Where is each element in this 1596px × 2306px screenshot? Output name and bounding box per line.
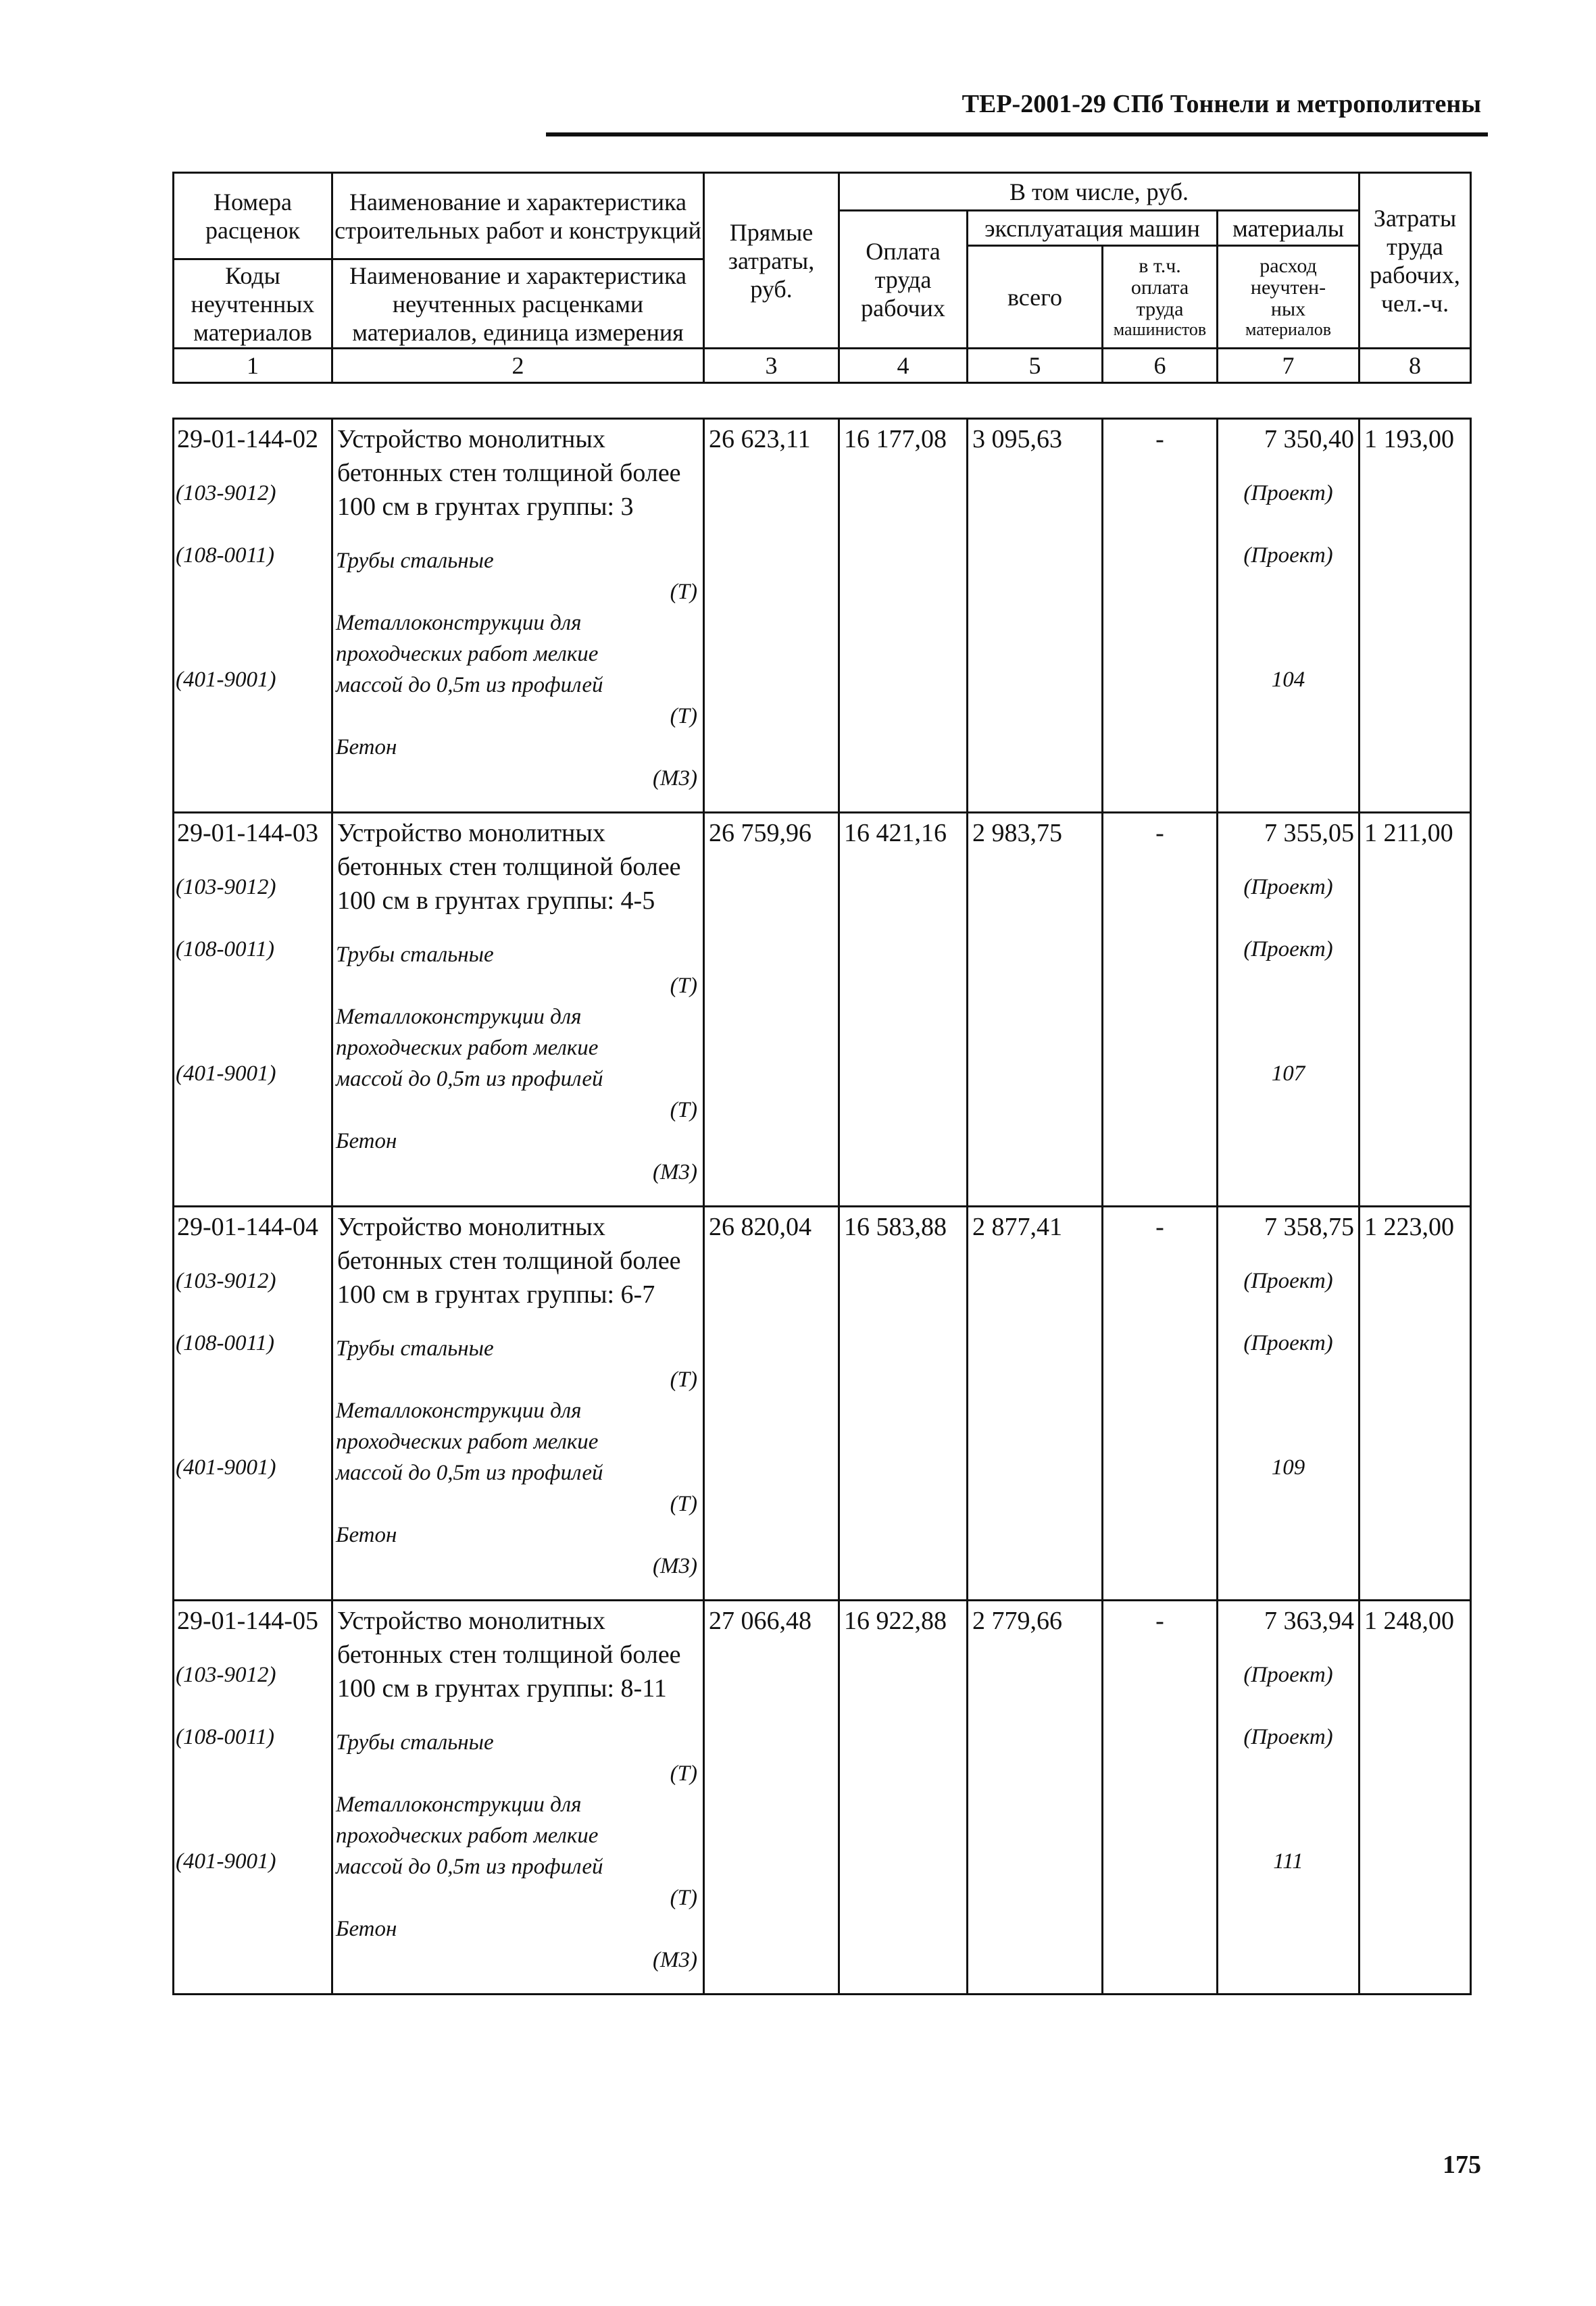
material-name: массой до 0,5т из профилей: [336, 1067, 603, 1091]
machinists-pay-cell: [1103, 1207, 1218, 1601]
material-name: Трубы стальные: [336, 549, 494, 573]
direct-costs: 26 759,96: [709, 819, 812, 847]
work-name-line: 100 см в грунтах группы: 8-11: [337, 1674, 667, 1703]
material-unit: (Т): [670, 1761, 697, 1786]
material-name: массой до 0,5т из профилей: [336, 1461, 603, 1485]
material-block: [333, 607, 703, 732]
work-name-line: бетонных стен толщиной более: [337, 1247, 681, 1275]
materials-cell: [1218, 813, 1360, 1207]
material-name: Трубы стальные: [336, 1730, 494, 1755]
machinists-pay: -: [1155, 425, 1164, 453]
labor-hours-cell: [1360, 813, 1471, 1207]
labor-pay: 16 922,88: [844, 1607, 947, 1635]
table-row: [174, 1601, 1471, 1995]
header-material-codes: [174, 259, 332, 349]
table-header: [172, 172, 1472, 384]
rate-code: 29-01-144-04: [177, 1213, 318, 1241]
material-code: (108-0011): [176, 1725, 275, 1749]
labor-pay-cell: [839, 419, 968, 813]
table-body: [172, 418, 1472, 1995]
material-quantity: (Проект): [1243, 875, 1333, 899]
column-number: 3: [704, 349, 839, 383]
machines-total-cell: [968, 1207, 1103, 1601]
machines-total-cell: [968, 813, 1103, 1207]
material-block: [333, 939, 703, 1001]
material-name: Металлоконструкции для: [336, 611, 582, 635]
material-quantity: 107: [1271, 1061, 1305, 1086]
header-text: неучтен-: [1250, 276, 1326, 299]
work-name-line: Устройство монолитных: [337, 819, 605, 847]
material-name: проходческих работ мелкие: [336, 1036, 599, 1060]
machines-total: 2 983,75: [972, 819, 1062, 847]
work-name-cell: [332, 813, 704, 1207]
header-text: расход: [1260, 254, 1317, 277]
labor-hours: 1 223,00: [1364, 1213, 1454, 1241]
header-text: труда: [874, 266, 932, 293]
work-name-line: Устройство монолитных: [337, 425, 605, 453]
rate-code-cell: [174, 1601, 332, 1995]
machines-total-cell: [968, 419, 1103, 813]
header-text: оплата: [1130, 276, 1189, 299]
material-code: (108-0011): [176, 543, 275, 568]
material-name: массой до 0,5т из профилей: [336, 673, 603, 697]
material-quantity: (Проект): [1243, 1725, 1333, 1749]
machinists-pay-cell: [1103, 1601, 1218, 1995]
header-work-name: [332, 173, 704, 259]
material-name: Трубы стальные: [336, 943, 494, 967]
material-block: [333, 1727, 703, 1789]
labor-pay: 16 421,16: [844, 819, 947, 847]
direct-costs-cell: [704, 813, 839, 1207]
materials-cost: 7 358,75: [1264, 1213, 1354, 1241]
material-block: [333, 1126, 703, 1188]
labor-pay-cell: [839, 1601, 968, 1995]
work-name-line: бетонных стен толщиной более: [337, 1640, 681, 1669]
labor-pay-cell: [839, 1207, 968, 1601]
header-text: Затраты: [1373, 204, 1457, 232]
header-text: Прямые: [729, 218, 814, 246]
column-number: 8: [1360, 349, 1471, 383]
material-code: (401-9001): [176, 1849, 276, 1874]
labor-hours: 1 211,00: [1364, 819, 1453, 847]
header-text: неучтенных: [191, 290, 315, 318]
machinists-pay-cell: [1103, 419, 1218, 813]
machines-total: 2 779,66: [972, 1607, 1062, 1635]
labor-pay: 16 583,88: [844, 1213, 947, 1241]
header-materials: материалы: [1218, 211, 1360, 246]
header-text: труда: [1387, 232, 1443, 260]
work-name-line: бетонных стен толщиной более: [337, 853, 681, 881]
material-unit: (Т): [670, 974, 697, 998]
direct-costs: 26 623,11: [709, 425, 811, 453]
machinists-pay-cell: [1103, 813, 1218, 1207]
header-machines-total: всего: [968, 246, 1103, 349]
document-title: ТЕР-2001-29 СПб Тоннели и метрополитены: [962, 90, 1481, 118]
work-name-cell: [332, 1601, 704, 1995]
header-text: руб.: [750, 275, 793, 303]
material-name: Бетон: [336, 735, 397, 759]
material-name: Металлоконструкции для: [336, 1793, 582, 1817]
header-unaccounted-materials: [1218, 246, 1360, 349]
machinists-pay: -: [1155, 1213, 1164, 1241]
header-text: материалов: [193, 318, 312, 346]
materials-cell: [1218, 1207, 1360, 1601]
material-unit: (М3): [653, 766, 697, 791]
rate-code-cell: [174, 813, 332, 1207]
work-name-cell: [332, 1207, 704, 1601]
work-name-line: Устройство монолитных: [337, 1607, 605, 1635]
material-name: Бетон: [336, 1917, 397, 1941]
header-machinists-pay: [1103, 246, 1218, 349]
material-code: (108-0011): [176, 1331, 275, 1355]
header-direct-costs: [704, 173, 839, 349]
header-labor-hours: [1360, 173, 1471, 349]
material-code: (108-0011): [176, 937, 275, 961]
material-code: (103-9012): [176, 875, 276, 899]
material-unit: (М3): [653, 1554, 697, 1578]
header-text: неучтенных расценками: [392, 290, 644, 318]
rate-code-cell: [174, 419, 332, 813]
header-text: расценок: [205, 216, 300, 244]
material-code: (401-9001): [176, 1455, 276, 1480]
material-unit: (Т): [670, 580, 697, 604]
work-name-line: 100 см в грунтах группы: 3: [337, 493, 634, 521]
header-text: Наименование и характеристика: [349, 188, 687, 216]
material-block: [333, 1913, 703, 1976]
material-block: [333, 1395, 703, 1520]
material-quantity: (Проект): [1243, 1663, 1333, 1687]
materials-cell: [1218, 1601, 1360, 1995]
direct-costs-cell: [704, 419, 839, 813]
material-name: проходческих работ мелкие: [336, 642, 599, 666]
header-text: Номера: [213, 188, 293, 216]
column-number: 6: [1103, 349, 1218, 383]
labor-pay: 16 177,08: [844, 425, 947, 453]
work-name-cell: [332, 419, 704, 813]
page-number: 175: [1443, 2151, 1481, 2179]
header-text: ных: [1270, 297, 1306, 320]
material-name: Трубы стальные: [336, 1336, 494, 1361]
header-text: чел.-ч.: [1380, 289, 1449, 317]
materials-cost: 7 363,94: [1264, 1607, 1354, 1635]
table-row: [174, 813, 1471, 1207]
direct-costs-cell: [704, 1601, 839, 1995]
header-labor-pay: [839, 211, 968, 349]
material-block: [333, 545, 703, 607]
table-row: [174, 1207, 1471, 1601]
column-number: 4: [839, 349, 968, 383]
material-unit: (Т): [670, 1886, 697, 1910]
machines-total: 2 877,41: [972, 1213, 1062, 1241]
materials-cost: 7 350,40: [1264, 425, 1354, 453]
material-quantity: 104: [1271, 668, 1305, 692]
header-text: затраты,: [728, 247, 815, 274]
material-block: [333, 1333, 703, 1395]
column-number: 1: [174, 349, 332, 383]
material-quantity: (Проект): [1243, 543, 1333, 568]
work-name-line: Устройство монолитных: [337, 1213, 605, 1241]
work-name-line: бетонных стен толщиной более: [337, 459, 681, 487]
header-including-group: В том числе, руб.: [839, 173, 1360, 211]
material-block: [333, 1520, 703, 1582]
header-text: Оплата: [866, 237, 941, 265]
material-block: [333, 732, 703, 794]
material-block: [333, 1789, 703, 1913]
material-unit: (М3): [653, 1160, 697, 1184]
materials-cost: 7 355,05: [1264, 819, 1354, 847]
material-code: (103-9012): [176, 1269, 276, 1293]
header-text: рабочих,: [1370, 261, 1460, 289]
labor-hours-cell: [1360, 1601, 1471, 1995]
header-rate-numbers: [174, 173, 332, 259]
materials-cell: [1218, 419, 1360, 813]
labor-hours: 1 193,00: [1364, 425, 1454, 453]
material-quantity: (Проект): [1243, 1269, 1333, 1293]
column-number: 2: [332, 349, 704, 383]
header-text: строительных работ и конструкций: [334, 216, 701, 244]
material-unit: (Т): [670, 1492, 697, 1516]
title-rule: [546, 132, 1488, 136]
rate-code: 29-01-144-03: [177, 819, 318, 847]
column-number: 7: [1218, 349, 1360, 383]
material-quantity: 111: [1273, 1849, 1303, 1874]
material-code: (103-9012): [176, 481, 276, 505]
machines-total-cell: [968, 1601, 1103, 1995]
rate-code: 29-01-144-05: [177, 1607, 318, 1635]
material-name: Металлоконструкции для: [336, 1005, 582, 1029]
header-text: в т.ч.: [1139, 254, 1181, 277]
header-machines: эксплуатация машин: [968, 211, 1218, 246]
header-text: Коды: [225, 261, 280, 289]
material-unit: (Т): [670, 1368, 697, 1392]
labor-pay-cell: [839, 813, 968, 1207]
material-name: Металлоконструкции для: [336, 1399, 582, 1423]
table-row: [174, 419, 1471, 813]
material-unit: (Т): [670, 1098, 697, 1122]
material-code: (103-9012): [176, 1663, 276, 1687]
material-quantity: (Проект): [1243, 1331, 1333, 1355]
labor-hours-cell: [1360, 419, 1471, 813]
header-text: материалов: [1245, 319, 1331, 339]
column-number: 5: [968, 349, 1103, 383]
labor-hours: 1 248,00: [1364, 1607, 1454, 1635]
header-material-names: [332, 259, 704, 349]
material-unit: (М3): [653, 1948, 697, 1972]
material-name: проходческих работ мелкие: [336, 1430, 599, 1454]
direct-costs-cell: [704, 1207, 839, 1601]
machines-total: 3 095,63: [972, 425, 1062, 453]
direct-costs: 27 066,48: [709, 1607, 812, 1635]
material-unit: (Т): [670, 704, 697, 728]
material-name: Бетон: [336, 1523, 397, 1547]
material-quantity: (Проект): [1243, 937, 1333, 961]
material-quantity: 109: [1271, 1455, 1305, 1480]
header-text: труда: [1136, 297, 1184, 320]
material-name: проходческих работ мелкие: [336, 1824, 599, 1848]
material-block: [333, 1001, 703, 1126]
machinists-pay: -: [1155, 819, 1164, 847]
material-quantity: (Проект): [1243, 481, 1333, 505]
labor-hours-cell: [1360, 1207, 1471, 1601]
direct-costs: 26 820,04: [709, 1213, 812, 1241]
material-code: (401-9001): [176, 668, 276, 692]
work-name-line: 100 см в грунтах группы: 4-5: [337, 886, 655, 915]
rate-code: 29-01-144-02: [177, 425, 318, 453]
material-name: массой до 0,5т из профилей: [336, 1855, 603, 1879]
work-name-line: 100 см в грунтах группы: 6-7: [337, 1280, 655, 1309]
header-text: Наименование и характеристика: [349, 261, 687, 289]
header-text: машинистов: [1113, 319, 1207, 339]
material-name: Бетон: [336, 1129, 397, 1153]
rate-code-cell: [174, 1207, 332, 1601]
material-code: (401-9001): [176, 1061, 276, 1086]
header-text: материалов, единица измерения: [352, 318, 684, 346]
machinists-pay: -: [1155, 1607, 1164, 1635]
header-text: рабочих: [861, 294, 945, 322]
